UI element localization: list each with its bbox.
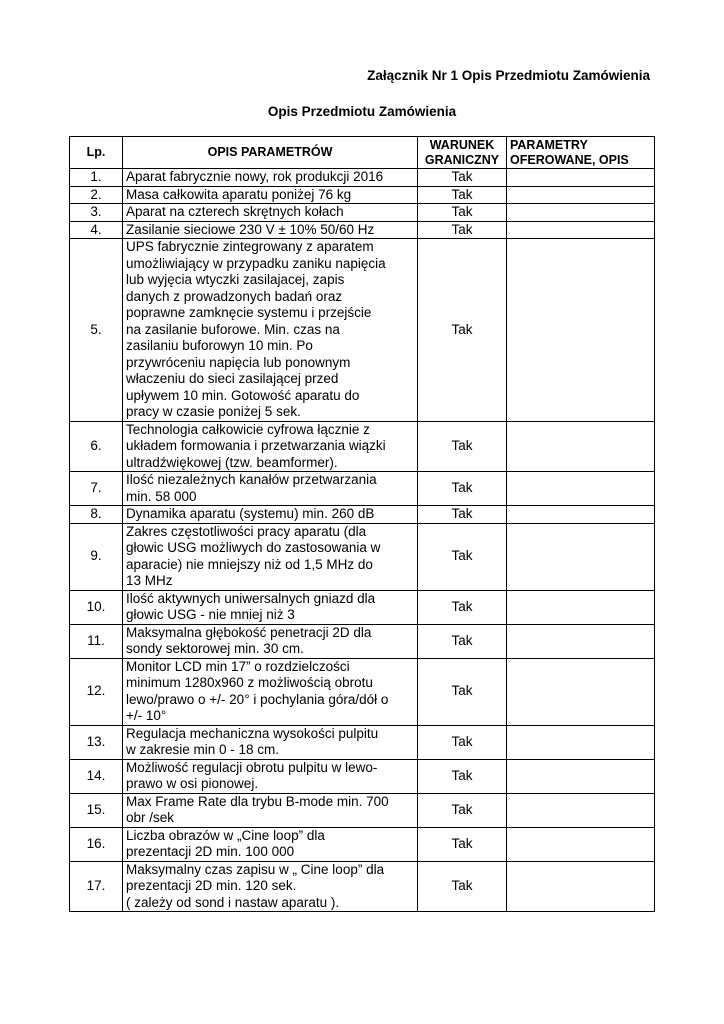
row-description — [123, 169, 418, 187]
row-offered[interactable] — [507, 506, 655, 524]
description-line: Ilość aktywnych uniwersalnych gniazd dla — [126, 590, 376, 606]
row-number: 8. — [70, 506, 123, 524]
header-offered-line1: PARAMETRY — [510, 137, 588, 152]
row-description — [123, 221, 418, 239]
header-offered — [507, 137, 655, 169]
table-row — [70, 725, 655, 759]
description-line: układem formowania i przetwarzania wiązki — [126, 438, 386, 453]
row-number: 11. — [70, 624, 123, 658]
table-row — [70, 421, 655, 472]
description-line: sondy sektorowej min. 30 cm. — [126, 641, 304, 656]
row-number: 6. — [70, 421, 123, 472]
row-requirement: Tak — [418, 793, 507, 827]
table-row — [70, 861, 655, 912]
description-line: przywróceniu napięcia lub ponownym — [126, 354, 351, 370]
description-line: głowic USG możliwych do zastosowania w — [126, 540, 381, 555]
description-line: Monitor LCD min 17” o rozdzielczości — [126, 658, 350, 674]
row-number: 4. — [70, 221, 123, 239]
description-line: Maksymalna głębokość penetracji 2D dla — [126, 624, 372, 640]
row-offered[interactable] — [507, 421, 655, 472]
row-offered[interactable] — [507, 186, 655, 204]
header-requirement-line1: WARUNEK — [429, 137, 495, 152]
description-line: Aparat fabrycznie nowy, rok produkcji 2016 — [126, 169, 384, 184]
row-requirement: Tak — [418, 421, 507, 472]
row-requirement: Tak — [418, 239, 507, 422]
row-number: 9. — [70, 523, 123, 590]
row-requirement: Tak — [418, 506, 507, 524]
row-description — [123, 759, 418, 793]
row-offered[interactable] — [507, 861, 655, 912]
description-line: +/- 10° — [126, 708, 167, 723]
table-row — [70, 204, 655, 222]
row-offered[interactable] — [507, 239, 655, 422]
row-offered[interactable] — [507, 472, 655, 506]
row-offered[interactable] — [507, 221, 655, 239]
description-line: minimum 1280x960 z możliwością obrotu — [126, 675, 373, 690]
description-line: Ilość niezależnych kanałów przetwarzania — [126, 472, 377, 487]
header-description: OPIS PARAMETRÓW — [123, 137, 418, 169]
description-line: lewo/prawo o +/- 20° i pochylania góra/dół o — [126, 691, 389, 707]
description-line: lub wyjęcia wtyczki zasilajacej, zapis — [126, 272, 345, 287]
description-line: min. 58 000 — [126, 488, 197, 504]
row-offered[interactable] — [507, 624, 655, 658]
row-requirement: Tak — [418, 725, 507, 759]
description-line: poprawne zamknęcie systemu i przejście — [126, 305, 372, 320]
table-row — [70, 759, 655, 793]
description-line: prawo w osi pionowej. — [126, 776, 259, 791]
description-line: Max Frame Rate dla trybu B-mode min. 700 — [126, 793, 389, 809]
row-offered[interactable] — [507, 523, 655, 590]
row-requirement: Tak — [418, 861, 507, 912]
row-number: 16. — [70, 827, 123, 861]
table-row — [70, 506, 655, 524]
row-description — [123, 658, 418, 725]
description-line: Zasilanie sieciowe 230 V ± 10% 50/60 Hz — [126, 221, 375, 237]
description-line: ( zależy od sond i nastaw aparatu ). — [126, 894, 340, 910]
description-line: upływem 10 min. Gotowość aparatu do — [126, 387, 360, 403]
row-offered[interactable] — [507, 725, 655, 759]
description-line: głowic USG - nie mniej niż 3 — [126, 607, 295, 622]
row-description — [123, 506, 418, 524]
description-line: Zakres częstotliwości pracy aparatu (dla — [126, 523, 367, 539]
table-row — [70, 624, 655, 658]
row-description — [123, 239, 418, 422]
row-number: 5. — [70, 239, 123, 422]
table-header-row — [70, 137, 655, 169]
description-line: 13 MHz — [126, 573, 173, 588]
row-offered[interactable] — [507, 204, 655, 222]
row-requirement: Tak — [418, 472, 507, 506]
description-line: danych z prowadzonych badań oraz — [126, 288, 343, 304]
header-offered-line2: OFEROWANE, OPIS — [510, 152, 629, 167]
row-requirement: Tak — [418, 759, 507, 793]
table-row — [70, 239, 655, 422]
row-offered[interactable] — [507, 658, 655, 725]
header-requirement-line2: GRANICZNY — [424, 152, 500, 167]
description-line: pracy w czasie poniżej 5 sek. — [126, 404, 301, 419]
row-requirement: Tak — [418, 827, 507, 861]
description-line: umożliwiający w przypadku zaniku napięcia — [126, 255, 386, 271]
row-requirement: Tak — [418, 169, 507, 187]
table-row — [70, 827, 655, 861]
table-row — [70, 590, 655, 624]
table-row — [70, 221, 655, 239]
description-line: Dynamika aparatu (systemu) min. 260 dB — [126, 506, 375, 521]
table-row — [70, 472, 655, 506]
header-lp: Lp. — [70, 137, 123, 169]
row-number: 15. — [70, 793, 123, 827]
row-requirement: Tak — [418, 523, 507, 590]
row-requirement: Tak — [418, 204, 507, 222]
row-description — [123, 793, 418, 827]
row-requirement: Tak — [418, 221, 507, 239]
row-description — [123, 204, 418, 222]
description-line: Masa całkowita aparatu poniżej 76 kg — [126, 186, 352, 202]
table-row — [70, 793, 655, 827]
row-offered[interactable] — [507, 169, 655, 187]
row-requirement: Tak — [418, 624, 507, 658]
description-line: obr /sek — [126, 810, 175, 825]
row-description — [123, 725, 418, 759]
description-line: prezentacji 2D min. 120 sek. — [126, 878, 297, 893]
attachment-title: Załącznik Nr 1 Opis Przedmiotu Zamówienia — [367, 68, 650, 83]
table-row — [70, 523, 655, 590]
row-description — [123, 523, 418, 590]
row-description — [123, 827, 418, 861]
table-row — [70, 658, 655, 725]
description-line: w zakresie min 0 - 18 cm. — [126, 742, 280, 757]
description-line: właczeniu do sieci zasilającej przed — [126, 371, 339, 386]
row-number: 13. — [70, 725, 123, 759]
description-line: Maksymalny czas zapisu w „ Cine loop” dla — [126, 861, 385, 877]
row-description — [123, 186, 418, 204]
description-line: Liczba obrazów w „Cine loop” dla — [126, 827, 325, 843]
description-line: aparacie) nie mniejszy niż od 1,5 MHz do — [126, 556, 373, 572]
description-line: Aparat na czterech skrętnych kołach — [126, 204, 344, 219]
row-number: 17. — [70, 861, 123, 912]
row-number: 3. — [70, 204, 123, 222]
description-line: Technologia całkowicie cyfrowa łącznie z — [126, 421, 370, 437]
row-offered[interactable] — [507, 793, 655, 827]
page-title: Opis Przedmiotu Zamówienia — [267, 104, 457, 119]
description-line: UPS fabrycznie zintegrowany z aparatem — [126, 239, 374, 254]
row-number: 14. — [70, 759, 123, 793]
header-requirement — [418, 137, 507, 169]
description-line: ultradźwiękowej (tzw. beamformer). — [126, 454, 338, 470]
row-number: 7. — [70, 472, 123, 506]
row-description — [123, 421, 418, 472]
row-offered[interactable] — [507, 759, 655, 793]
description-line: Regulacja mechaniczna wysokości pulpitu — [126, 725, 379, 741]
table-row — [70, 169, 655, 187]
description-line: prezentacji 2D min. 100 000 — [126, 844, 295, 859]
description-line: na zasilanie buforowe. Min. czas na — [126, 321, 340, 337]
row-description — [123, 590, 418, 624]
row-description — [123, 624, 418, 658]
parameters-table — [69, 136, 655, 912]
row-offered[interactable] — [507, 590, 655, 624]
row-number: 2. — [70, 186, 123, 204]
row-number: 10. — [70, 590, 123, 624]
row-requirement: Tak — [418, 590, 507, 624]
row-description — [123, 861, 418, 912]
description-line: zasilaniu buforowyn 10 min. Po — [126, 338, 313, 353]
row-offered[interactable] — [507, 827, 655, 861]
row-number: 12. — [70, 658, 123, 725]
table-body — [70, 169, 655, 912]
row-description — [123, 472, 418, 506]
description-line: Możliwość regulacji obrotu pulpitu w lewo- — [126, 759, 378, 775]
table-row — [70, 186, 655, 204]
row-number: 1. — [70, 169, 123, 187]
row-requirement: Tak — [418, 658, 507, 725]
row-requirement: Tak — [418, 186, 507, 204]
